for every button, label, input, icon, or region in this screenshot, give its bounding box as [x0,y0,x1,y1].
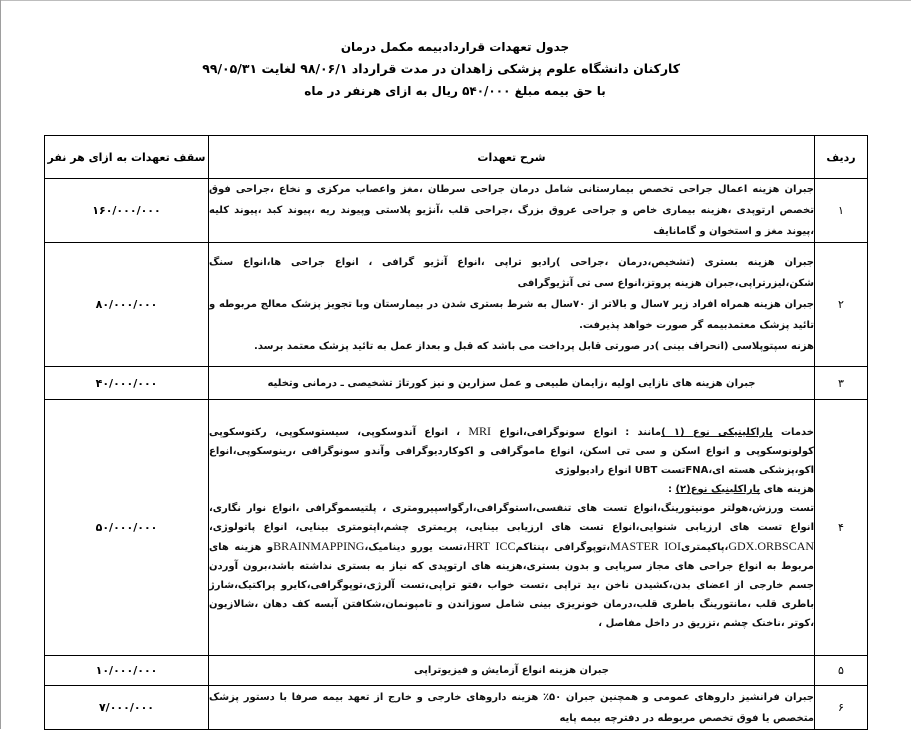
text-fragment: ،توپوگرافی ،پنتاکم [515,542,611,553]
paraclinic-type2-paragraph [209,499,814,633]
row-cap-amount: ۱۶۰/۰۰۰/۰۰۰ [45,179,209,243]
premium-line: با حق بیمه مبلغ ۵۴۰/۰۰۰ ریال به ازای هرنفر در ماه [304,84,606,98]
row-description [209,686,815,730]
page-left-edge [0,0,1,729]
paraclinic-type2-label: پاراکلینیک نوع(۲) [675,484,761,495]
row-number: ۳ [815,367,868,400]
row-number: ۱ [815,179,868,243]
paraclinic-type2-heading [209,480,814,499]
row-description [209,367,815,400]
description-paragraph: هزنه سپتوپلاسی (انحراف بینی )در صورتی قابل پرداخت می باشد که قبل و بعداز عمل به تائید پزشک معتمد برسد. [254,341,814,352]
document-heading [202,36,680,102]
text-fragment: BRAINMAPPING [273,539,365,553]
text-fragment: MASTER [610,539,659,553]
row-number: ۶ [815,686,868,730]
description-paragraph: جبران فرانشیز داروهای عمومی و همچنین جبران ۵۰٪ هزینه داروهای خارجی و خارج از تعهد بیمه صرفا با دستور پزشک متخصص یا فوق تخصص مربوطه در دفترچه بیمه پایه [209,691,814,724]
header-description: شرح تعهدات [209,136,815,179]
row-cap-amount: ۷/۰۰۰/۰۰۰ [45,686,209,730]
page-top-edge [0,0,911,1]
row-cap-amount: ۵۰/۰۰۰/۰۰۰ [45,400,209,656]
row-description [209,243,815,367]
text-fragment: HRT [466,539,491,553]
text-fragment: هزینه های [760,484,814,495]
row-number: ۴ [815,400,868,656]
text-fragment: تست ورزش،هولتر مونیتورینگ،انواع تست های تنفسی،استوگرافی،ارگواسپیرومتری ، پلتیسموگرافی ،انواع نوار نگاری، انواع تست های ارزیابی شنوایی،انواع تست های ارزیابی بینایی، پریمتری چشم،اپتومتری بینایی، انواع پاتولوژی، [209,503,814,533]
table-row [45,179,868,243]
row-cap-amount: ۱۰/۰۰۰/۰۰۰ [45,656,209,686]
row-description [209,656,815,686]
description-paragraph: جبران هزینه بستری (تشخیص،درمان ،جراحی )رادیو تراپی ،انواع آنژیو گرافی ، انواع جراحی ها،انواع سنگ شکن،لیزرتراپی،جبران هزینه پروتز،انواع سی تی آنژیوگرافی [209,257,814,289]
row-description [209,400,815,656]
table-row [45,367,868,400]
benefits-table [44,135,868,730]
row-description [209,179,815,243]
row-number: ۲ [815,243,868,367]
row-number: ۵ [815,656,868,686]
text-fragment: مانند : انواع سونوگرافی،انواع [491,427,662,438]
table-header-row [45,136,868,179]
text-fragment: MRI [468,424,491,438]
row-cap-amount: ۴۰/۰۰۰/۰۰۰ [45,367,209,400]
text-fragment: ICC [495,539,516,553]
text-fragment: GDX.ORBSCAN [728,539,815,553]
description-paragraph: جبران هزینه های نازایی اولیه ،زایمان طبیعی و عمل سزارین و نیز کورتاژ تشخیصی ـ درمانی وتخلیه [267,377,756,389]
text-fragment: ،تست یورو دینامیک، [364,542,467,553]
text-fragment: ،پاکیمتری [680,542,729,553]
paraclinic-type1-paragraph [209,422,814,480]
text-fragment: ، انواع آندوسکوپی، سیستوسکوپی، رکتوسکوپی کولونوسکوپی و انواع اسکن و سی تی اسکن، انواع ماموگرافی و اکوکاردیوگرافی وآندو سونوگرافی ،رینوسکوپی،انواع اکو،پزشکی هسته ای،FNAتست UBT انواع رادیولوژی [209,427,814,476]
document-subtitle: کارکنان دانشگاه علوم پزشکی زاهدان در مدت قرارداد ۹۸/۰۶/۱ لغایت ۹۹/۰۵/۳۱ [202,61,680,76]
description-paragraph: جبران هزینه اعمال جراحی تخصص بیمارستانی شامل درمان جراحی سرطان ،مغز واعصاب مرکزی و نخاع ،جراحی فوق تخصص ارتوپدی ،هزینه بیماری خاص و جراحی عروق بزرگ ،جراحی قلب ،آنژیو پلاستی وپیوند ریه ،پیوند کبد ،پیوند کلیه ،پیوند مغز و استخوان و گامانایف [209,184,814,237]
document-title: جدول تعهدات قراردادبیمه مکمل درمان [340,40,570,54]
table-row [45,400,868,656]
row-cap-amount: ۸۰/۰۰۰/۰۰۰ [45,243,209,367]
table-row [45,656,868,686]
description-paragraph: جبران هزینه انواع آزمایش و فیزیوتراپی [413,665,610,676]
text-fragment: : [667,484,676,495]
text-fragment: خدمات [772,427,814,438]
header-cap: سقف تعهدات به ازای هر نفر [45,136,209,179]
table-row [45,243,868,367]
text-fragment: و هزینه های مربوط به انواع جراحی های مجاز سرپایی و بدون بستری،هزینه های ارتوپدی که نیاز به بستری نداشته باشد،برون آوردن جسم خارجی از اعضای بدن،کشیدن ناخن ،ید تراپی ،تست خواب ،فتو تراپی،تست آلرژی،توپوگرافی،کایرو پراکتیک،شارژ باطری قلب ،مانتورینگ باطری قلب،درمان خونریزی بینی شامل سوزاندن و تامپونمان،شکافتن آبسه کف دهان ،شالازیون ،کوتر ،ناخنک چشم ،تزریق در داخل مفاصل ، [209,542,814,629]
description-paragraph: جبران هزینه همراه افراد زیر ۷سال و بالاتر از ۷۰سال به شرط بستری شدن در بیمارستان وبا تجویز پزشک معالج مربوطه و تائید پزشک معتمدبیمه گر صورت خواهد پذیرفت. [209,299,814,331]
table-row [45,686,868,730]
header-row-number: ردیف [815,136,868,179]
text-fragment: IOI [664,539,681,553]
paraclinic-type1-label: پاراکلینیکی نوع (۱ ) [661,427,773,438]
